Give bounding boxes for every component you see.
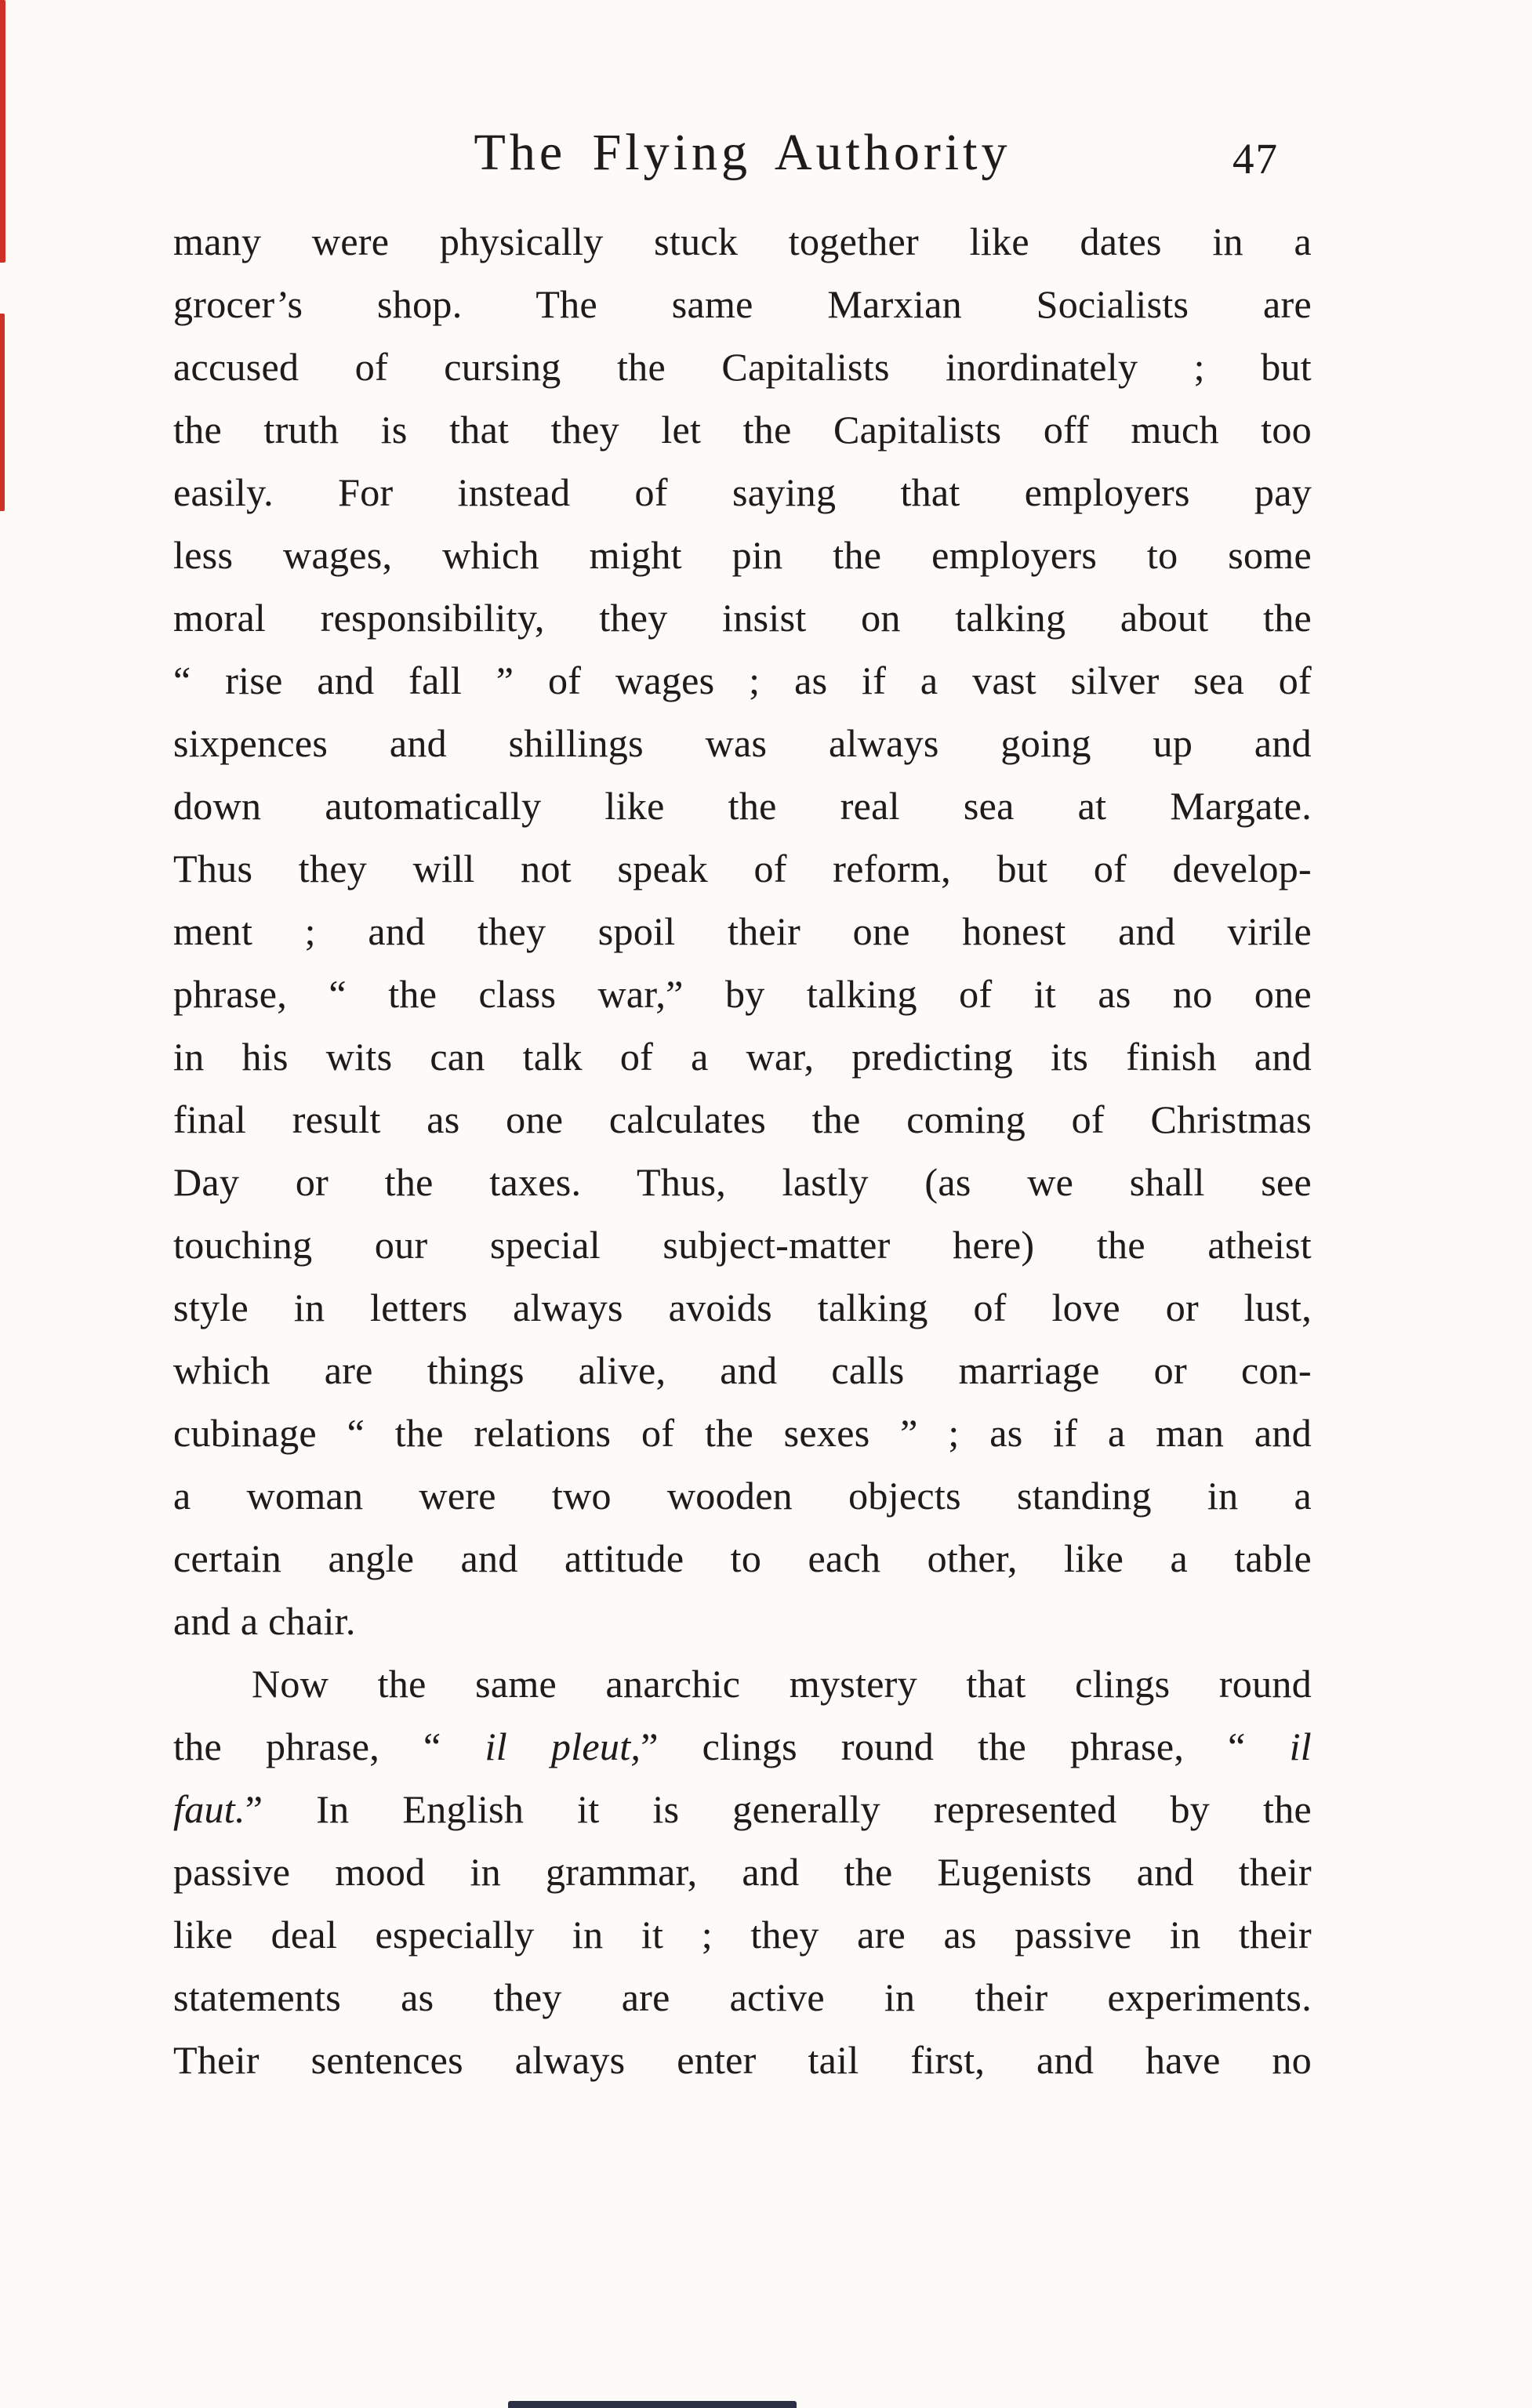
text-segment: style in letters always avoids talking of love or lust,	[173, 1286, 1312, 1329]
text-line	[173, 461, 1312, 524]
text-segment: in his wits can talk of a war, predicting its finish and	[173, 1035, 1312, 1079]
text-line	[173, 649, 1312, 712]
page-number: 47	[1232, 135, 1279, 183]
text-segment: down automatically like the real sea at Margate.	[173, 784, 1312, 828]
text-segment: statements as they are active in their experiments.	[173, 1975, 1312, 2019]
page-header	[173, 124, 1312, 182]
text-block	[173, 210, 1312, 2091]
text-line	[173, 335, 1312, 398]
text-segment: ” clings round the phrase, “	[641, 1724, 1290, 1768]
text-segment: cubinage “ the relations of the sexes ” ; as if a man and	[173, 1411, 1312, 1455]
text-line	[173, 1778, 1312, 1840]
text-segment: touching our special subject-matter here) the atheist	[173, 1223, 1312, 1267]
text-line	[173, 1025, 1312, 1088]
text-line	[173, 1402, 1312, 1464]
text-segment: Thus they will not speak of reform, but of develop-	[173, 847, 1312, 890]
text-segment: and a chair.	[173, 1599, 356, 1643]
text-segment: Their sentences always enter tail first, and have no	[173, 2038, 1312, 2082]
text-segment: many were physically stuck together like dates in a	[173, 219, 1312, 263]
text-line	[173, 1213, 1312, 1276]
text-line	[173, 210, 1312, 273]
text-line	[173, 1088, 1312, 1151]
scan-artifact-red-line-top	[0, 0, 5, 263]
text-segment: ” In English it is generally represented by the	[245, 1787, 1312, 1831]
italic-text-segment: il	[1289, 1724, 1312, 1768]
text-segment: ment ; and they spoil their one honest and virile	[173, 909, 1312, 953]
text-line	[173, 774, 1312, 837]
page-title: The Flying Authority	[474, 124, 1011, 181]
text-segment: like deal especially in it ; they are as passive in their	[173, 1913, 1312, 1956]
text-line	[173, 1652, 1312, 1715]
text-segment: phrase, “ the class war,” by talking of it as no one	[173, 972, 1312, 1016]
text-segment: moral responsibility, they insist on talking about the	[173, 596, 1312, 640]
text-line	[173, 963, 1312, 1025]
text-line	[173, 712, 1312, 774]
text-line	[173, 398, 1312, 461]
text-line	[173, 1276, 1312, 1339]
text-segment: accused of cursing the Capitalists inordinately ; but	[173, 345, 1312, 389]
text-segment: certain angle and attitude to each other, like a table	[173, 1536, 1312, 1580]
text-segment: sixpences and shillings was always going up and	[173, 721, 1312, 765]
text-line	[173, 1715, 1312, 1778]
text-segment: final result as one calculates the coming of Christmas	[173, 1097, 1312, 1141]
text-line	[173, 524, 1312, 586]
text-line	[173, 1464, 1312, 1527]
text-segment: which are things alive, and calls marriage or con-	[173, 1348, 1312, 1392]
text-segment: the truth is that they let the Capitalists off much too	[173, 408, 1312, 452]
text-line	[173, 1903, 1312, 1966]
text-line	[173, 1527, 1312, 1590]
scan-artifact-red-line-mid	[0, 314, 5, 511]
text-segment: easily. For instead of saying that employers pay	[173, 470, 1312, 514]
text-line	[173, 1840, 1312, 1903]
text-segment: “ rise and fall ” of wages ; as if a vast silver sea of	[173, 658, 1312, 702]
text-segment: a woman were two wooden objects standing in a	[173, 1474, 1312, 1518]
text-line	[173, 900, 1312, 963]
text-segment: the phrase, “	[173, 1724, 485, 1768]
text-line	[173, 1339, 1312, 1402]
text-segment: passive mood in grammar, and the Eugenists and their	[173, 1850, 1312, 1894]
text-line	[173, 837, 1312, 900]
text-segment: less wages, which might pin the employers to some	[173, 533, 1312, 577]
italic-text-segment: il pleut,	[485, 1724, 641, 1768]
italic-text-segment: faut.	[173, 1787, 245, 1831]
text-line	[173, 1966, 1312, 2029]
text-segment: grocer’s shop. The same Marxian Socialists are	[173, 282, 1312, 326]
text-line	[173, 1151, 1312, 1213]
text-segment: Now the same anarchic mystery that clings round	[252, 1662, 1312, 1706]
scan-artifact-bottom-ink-line	[508, 2401, 797, 2408]
text-line	[173, 1590, 1312, 1652]
text-segment: Day or the taxes. Thus, lastly (as we shall see	[173, 1160, 1312, 1204]
text-line	[173, 273, 1312, 335]
text-line	[173, 2029, 1312, 2091]
text-line	[173, 586, 1312, 649]
